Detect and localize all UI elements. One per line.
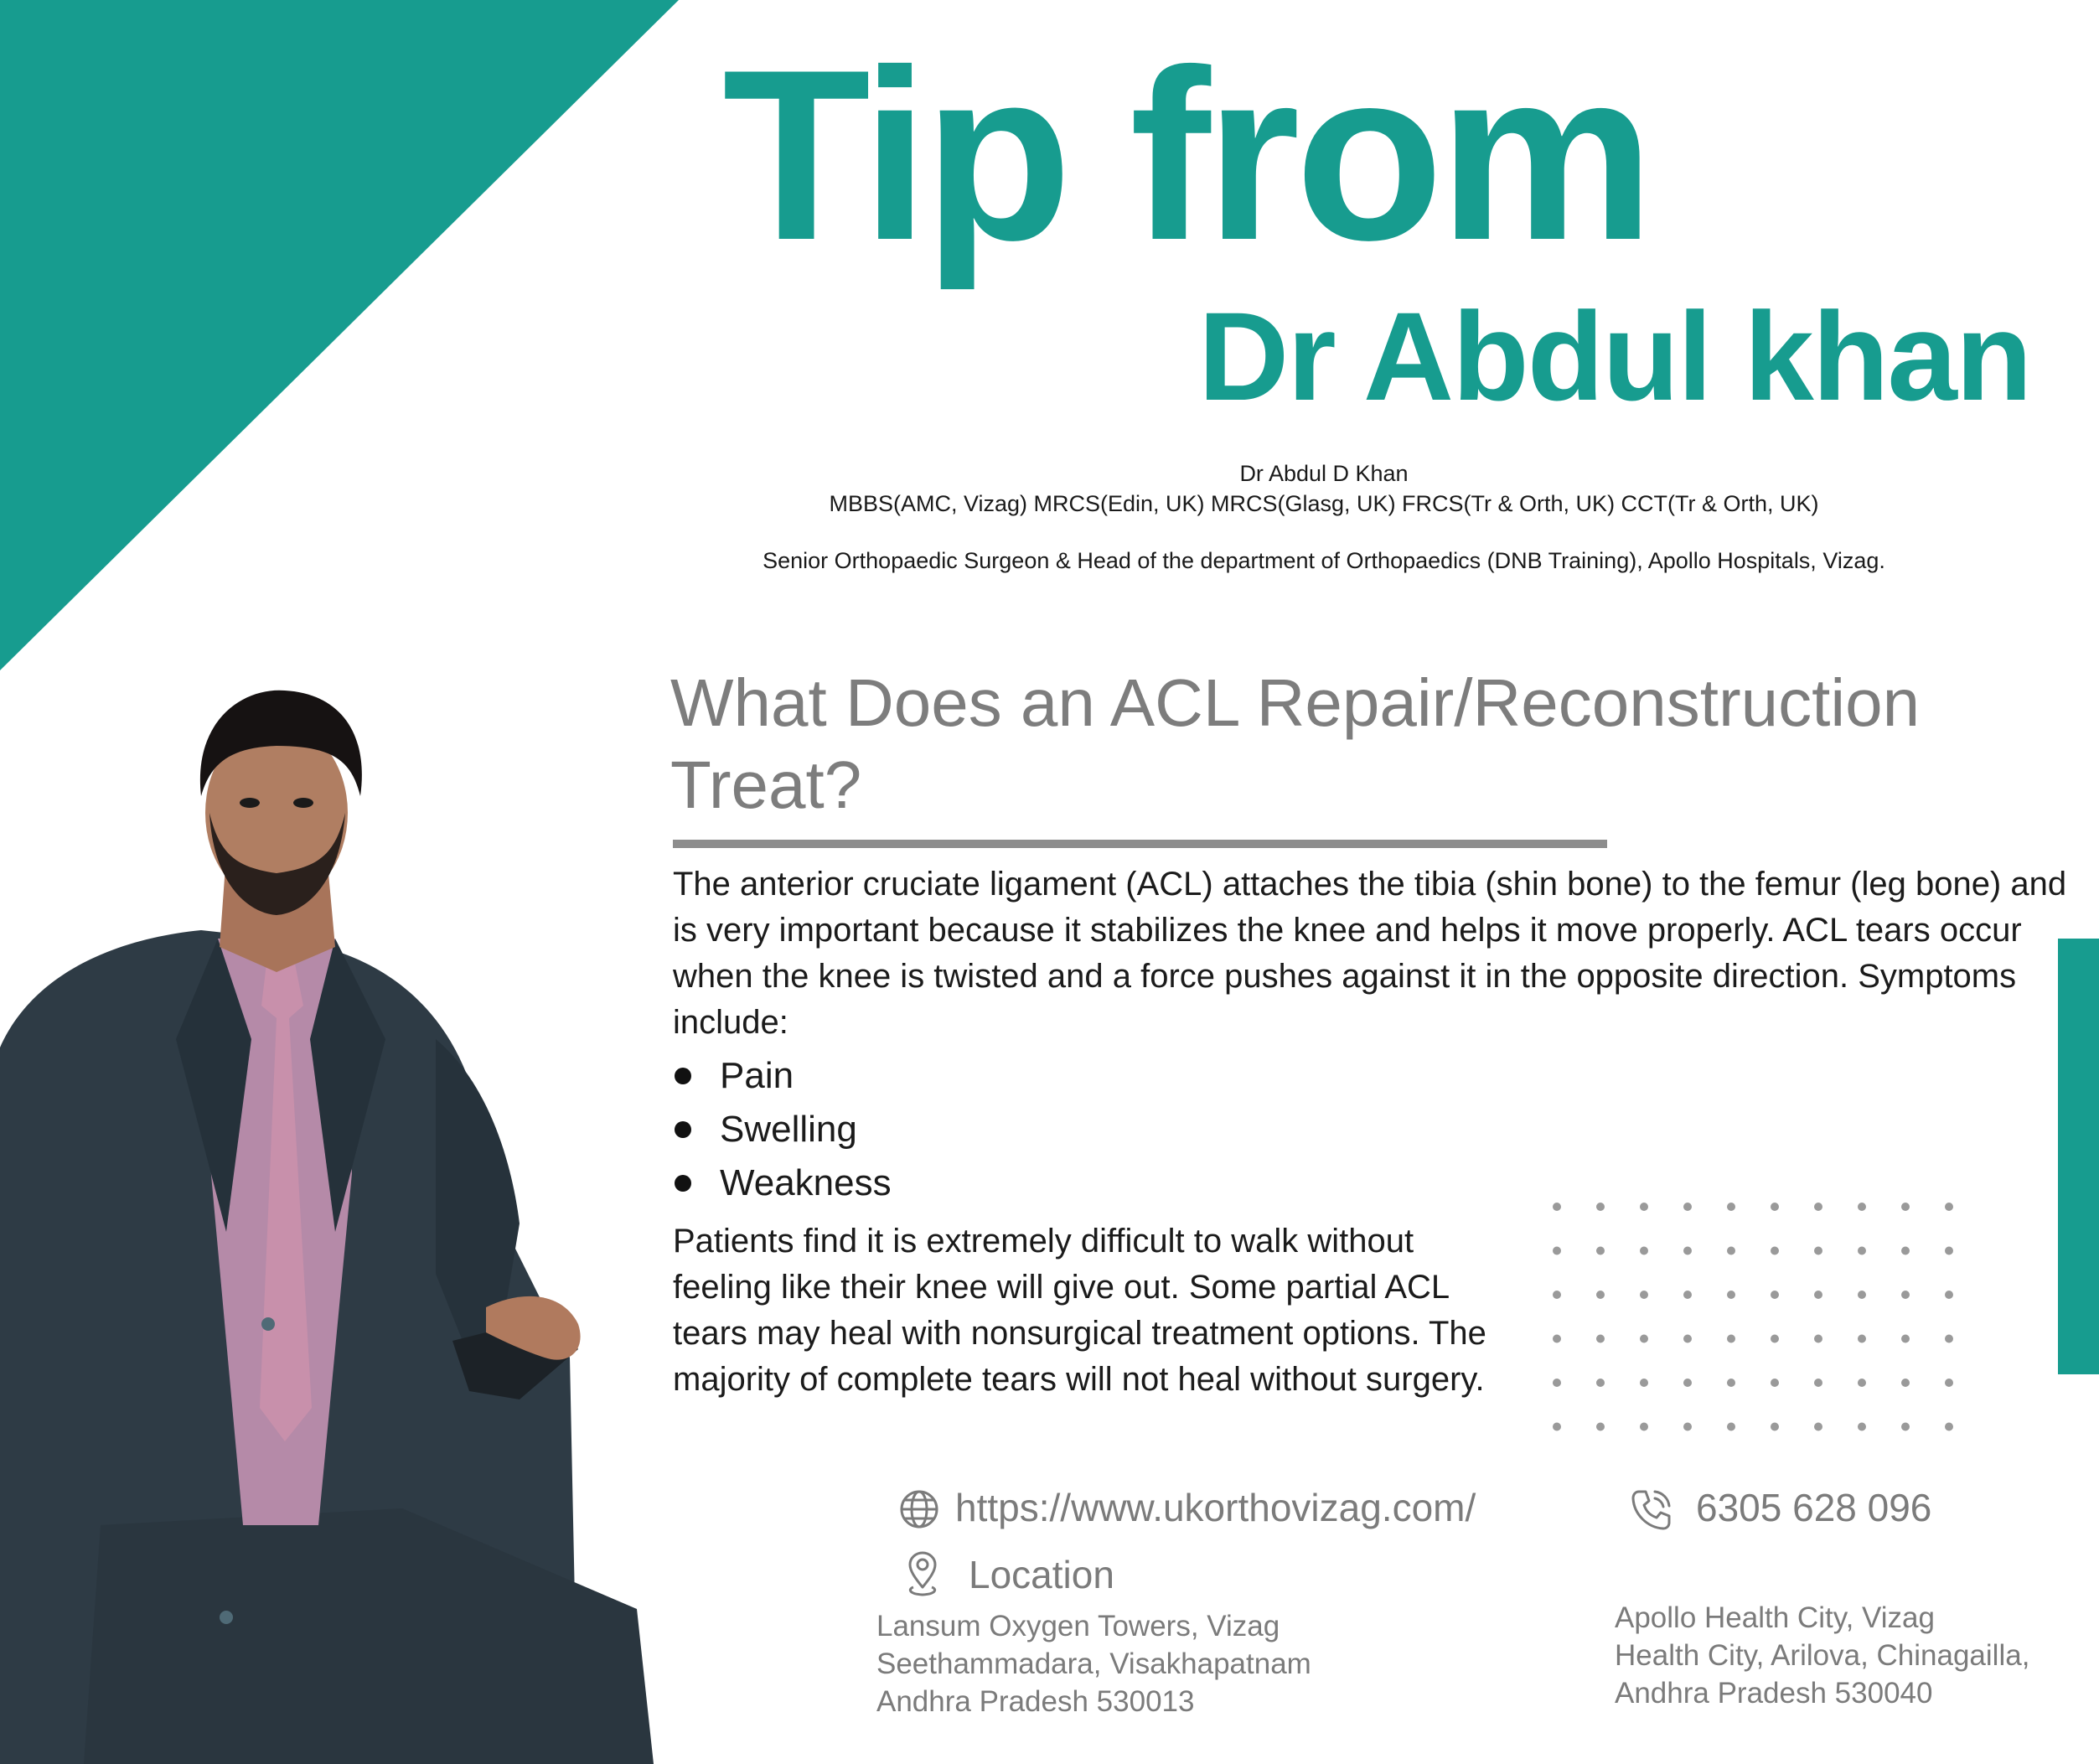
grid-dot xyxy=(1596,1423,1605,1431)
credentials-name: Dr Abdul D Khan xyxy=(1239,461,1409,486)
grid-dot xyxy=(1683,1203,1692,1211)
symptoms-list xyxy=(673,1049,892,1210)
grid-dot xyxy=(1771,1335,1779,1343)
list-item xyxy=(673,1103,892,1156)
grid-dot xyxy=(1683,1291,1692,1299)
symptom-label: Weakness xyxy=(720,1162,892,1203)
article-paragraph-2: Patients find it is extremely difficult to walk without feeling like their knee will give out. Some partial ACL tears may heal with nonsurgical treatment options. The majority of complete tears will not heal without surgery. xyxy=(673,1223,1486,1398)
grid-dot xyxy=(1553,1291,1561,1299)
doctor-photo xyxy=(0,687,654,1764)
grid-dot xyxy=(1901,1247,1910,1255)
grid-dot xyxy=(1858,1247,1866,1255)
address-line: Health City, Arilova, Chinagailla, xyxy=(1615,1639,2030,1672)
grid-dot xyxy=(1683,1423,1692,1431)
grid-dot xyxy=(1901,1203,1910,1211)
grid-dot xyxy=(1727,1423,1735,1431)
grid-dot xyxy=(1771,1423,1779,1431)
grid-dot xyxy=(1596,1247,1605,1255)
address-line: Andhra Pradesh 530013 xyxy=(876,1685,1195,1718)
bullet-icon xyxy=(675,1068,691,1084)
credentials-qualifications: MBBS(AMC, Vizag) MRCS(Edin, UK) MRCS(Glasg, UK) FRCS(Tr & Orth, UK) CCT(Tr & Orth, UK) xyxy=(829,491,1819,516)
grid-dot xyxy=(1858,1379,1866,1387)
list-item xyxy=(673,1049,892,1103)
grid-dot xyxy=(1771,1291,1779,1299)
grid-dot xyxy=(1640,1247,1648,1255)
grid-dot xyxy=(1553,1423,1561,1431)
grid-dot xyxy=(1683,1379,1692,1387)
grid-dot xyxy=(1553,1379,1561,1387)
article-question: What Does an ACL Repair/Reconstruction Treat? xyxy=(670,665,1921,822)
grid-dot xyxy=(1596,1379,1605,1387)
grid-dot xyxy=(1727,1247,1735,1255)
address-line: Lansum Oxygen Towers, Vizag xyxy=(876,1610,1280,1642)
symptom-label: Swelling xyxy=(720,1109,857,1150)
address-line: Andhra Pradesh 530040 xyxy=(1615,1677,1933,1710)
title-doctor-name: Dr Abdul khan xyxy=(1198,286,2031,427)
grid-dot xyxy=(1814,1203,1822,1211)
article-paragraph-1: The anterior cruciate ligament (ACL) attaches the tibia (shin bone) to the femur (leg bone) and is very important because it stabilizes the knee and helps it move properly. ACL tears occur when the knee is twisted and a force pushes against it in the opposite direction. Symptoms include: xyxy=(673,866,2067,1041)
location-label: Location xyxy=(969,1553,1114,1596)
address-line: Apollo Health City, Vizag xyxy=(1615,1601,1935,1634)
grid-dot xyxy=(1945,1423,1953,1431)
grid-dot xyxy=(1553,1335,1561,1343)
grid-dot xyxy=(1771,1247,1779,1255)
grid-dot xyxy=(1596,1291,1605,1299)
grid-dot xyxy=(1683,1335,1692,1343)
grid-dot xyxy=(1901,1335,1910,1343)
grid-dot xyxy=(1945,1335,1953,1343)
phone-number[interactable]: 6305 628 096 xyxy=(1696,1486,1932,1529)
grid-dot xyxy=(1727,1335,1735,1343)
grid-dot xyxy=(1901,1379,1910,1387)
grid-dot xyxy=(1814,1247,1822,1255)
grid-dot xyxy=(1596,1335,1605,1343)
location-pin-icon xyxy=(905,1550,940,1597)
address-apollo-health-city xyxy=(1615,1599,2029,1712)
grid-dot xyxy=(1553,1203,1561,1211)
grid-dot xyxy=(1640,1203,1648,1211)
bullet-icon xyxy=(675,1121,691,1138)
grid-dot xyxy=(1640,1423,1648,1431)
grid-dot xyxy=(1945,1203,1953,1211)
grid-dot xyxy=(1771,1203,1779,1211)
grid-dot xyxy=(1858,1423,1866,1431)
globe-icon xyxy=(898,1488,940,1530)
grid-dot xyxy=(1945,1247,1953,1255)
grid-dot xyxy=(1814,1423,1822,1431)
grid-dot xyxy=(1814,1291,1822,1299)
grid-dot xyxy=(1727,1203,1735,1211)
grid-dot xyxy=(1858,1291,1866,1299)
address-vizag-seethammadara xyxy=(876,1607,1311,1720)
phone-icon xyxy=(1627,1487,1674,1534)
grid-dot xyxy=(1858,1335,1866,1343)
grid-dot xyxy=(1945,1379,1953,1387)
title-tip-from: Tip from xyxy=(722,19,1650,291)
grid-dot xyxy=(1640,1335,1648,1343)
grid-dot xyxy=(1901,1291,1910,1299)
credentials-role: Senior Orthopaedic Surgeon & Head of the department of Orthopaedics (DNB Training), Apollo Hospitals, Vizag. xyxy=(763,548,1885,573)
list-item xyxy=(673,1156,892,1210)
grid-dot xyxy=(1683,1247,1692,1255)
grid-dot xyxy=(1945,1291,1953,1299)
grid-dot xyxy=(1727,1291,1735,1299)
grid-dot xyxy=(1814,1379,1822,1387)
address-line: Seethammadara, Visakhapatnam xyxy=(876,1648,1311,1680)
grid-dot xyxy=(1640,1291,1648,1299)
question-divider xyxy=(673,840,1607,848)
grid-dot xyxy=(1596,1203,1605,1211)
grid-dot xyxy=(1814,1335,1822,1343)
grid-dot xyxy=(1901,1423,1910,1431)
website-link[interactable]: https://www.ukorthovizag.com/ xyxy=(955,1486,1476,1529)
grid-dot xyxy=(1553,1247,1561,1255)
grid-dot xyxy=(1771,1379,1779,1387)
grid-dot xyxy=(1727,1379,1735,1387)
grid-dot xyxy=(1640,1379,1648,1387)
bullet-icon xyxy=(675,1175,691,1192)
symptom-label: Pain xyxy=(720,1055,794,1096)
grid-dot xyxy=(1858,1203,1866,1211)
dot-grid-decoration xyxy=(1550,1200,2003,1451)
